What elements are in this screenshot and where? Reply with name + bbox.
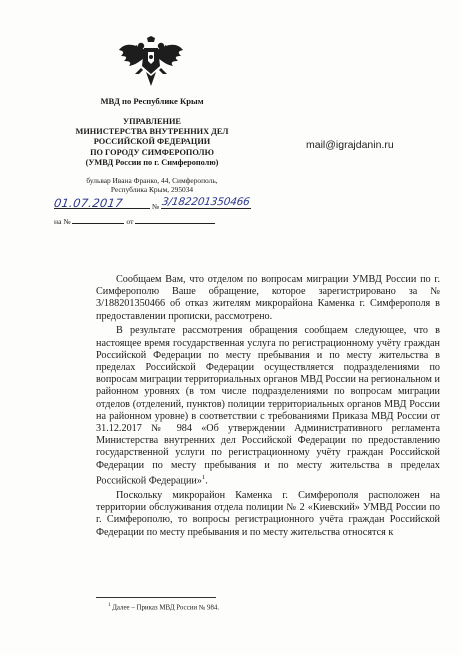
reference-date-blank: [135, 223, 215, 224]
address-line: Республика Крым, 295034: [110, 185, 194, 195]
department-title: [52, 117, 252, 168]
number-label: №: [151, 202, 160, 211]
department-title-line: УПРАВЛЕНИЕ: [123, 117, 181, 126]
department-title-line: МИНИСТЕРСТВА ВНУТРЕННИХ ДЕЛ: [75, 127, 229, 137]
address-line: бульвар Ивана Франко, 44, Симферополь,: [86, 176, 218, 185]
handwritten-date: 01.07.2017: [53, 196, 124, 210]
body-paragraph: Сообщаем Вам, что отделом по вопросам миграции УМВД России по г. Симферополю Ваше обращение, которое зарегистрировано за № 3/188201350466 об отказ жителям микрорайона Каменка г. Симферополя в предоставлении прописки, рассмотрено.: [96, 274, 440, 322]
double-headed-eagle-emblem-icon: [117, 36, 185, 88]
recipient-email: mail@igrajdanin.ru: [306, 139, 394, 151]
body-paragraph-text: В результате рассмотрения обращения сообщаем следующее, что в настоящее время государственная услуга по регистрационному учёту граждан Российской Федерации по месту пребывания и по месту жительства в пределах Российской Федерации осуществляется подразделениями по вопросам миграции территориальных органов МВД России на региональном и районном уровнях (в том числе подразделениями по вопросам миграции отделов (отделений, пунктов) полиции территориальных органов МВД России на районном уровне) в соответствии с требованиями Приказа МВД России от 31.12.2017 № 984 «Об утверждении Административного регламента Министерства внутренних дел Российской Федерации по предоставлению государственной услуги по регистрационному учёту граждан Российской Федерации по месту пребывания и по месту жительства в пределах Российской Федерации»: [96, 325, 440, 487]
department-title-line: ПО ГОРОДУ СИМФЕРОПОЛЮ: [90, 147, 214, 157]
reference-number-label: на №: [54, 217, 71, 226]
footnote-reference: 1: [201, 473, 206, 481]
handwritten-number: 3/182201350466: [161, 196, 251, 208]
number-blank: [161, 208, 251, 209]
reference-registration-line: [54, 217, 215, 226]
footnote: [108, 603, 219, 611]
department-address: [52, 176, 252, 195]
reference-date-label: от: [126, 217, 134, 226]
footnote-divider: [96, 597, 216, 598]
footnote-marker: 1: [108, 603, 111, 608]
reference-number-blank: [72, 223, 124, 224]
body-paragraph: Поскольку микрорайон Каменка г. Симферополя расположен на территории обслуживания отдела полиции № 2 «Киевский» УМВД России по г. Симферополю, то вопросы регистрационного учёта граждан Российской Федерации по месту пребывания и по месту жительства относятся к: [96, 490, 440, 538]
footnote-text: Далее – Приказ МВД России № 984.: [112, 604, 220, 612]
department-title-line: РОССИЙСКОЙ ФЕДЕРАЦИИ: [93, 137, 211, 147]
letter-body: [96, 274, 440, 541]
department-title-line: (УМВД России по г. Симферополю): [85, 157, 219, 167]
body-paragraph: В результате рассмотрения обращения сообщаем следующее, что в настоящее время государственная услуга по регистрационному учёту граждан Российской Федерации по месту пребывания и по месту жительства в пределах Российской Федерации осуществляется подразделениями по вопросам миграции территориальных органов МВД России на региональном и районном уровнях (в том числе подразделениями по вопросам миграции отделов (отделений, пунктов) полиции территориальных органов МВД России на районном уровне) в соответствии с требованиями Приказа МВД России от 31.12.2017 № 984 «Об утверждении Административного регламента Министерства внутренних дел Российской Федерации по предоставлению государственной услуги по регистрационному учёту граждан Российской Федерации по месту пребывания и по месту жительства в пределах Российской Федерации»$^1$.: [96, 325, 440, 487]
ministry-regional-name: МВД по Республике Крым: [100, 96, 204, 106]
